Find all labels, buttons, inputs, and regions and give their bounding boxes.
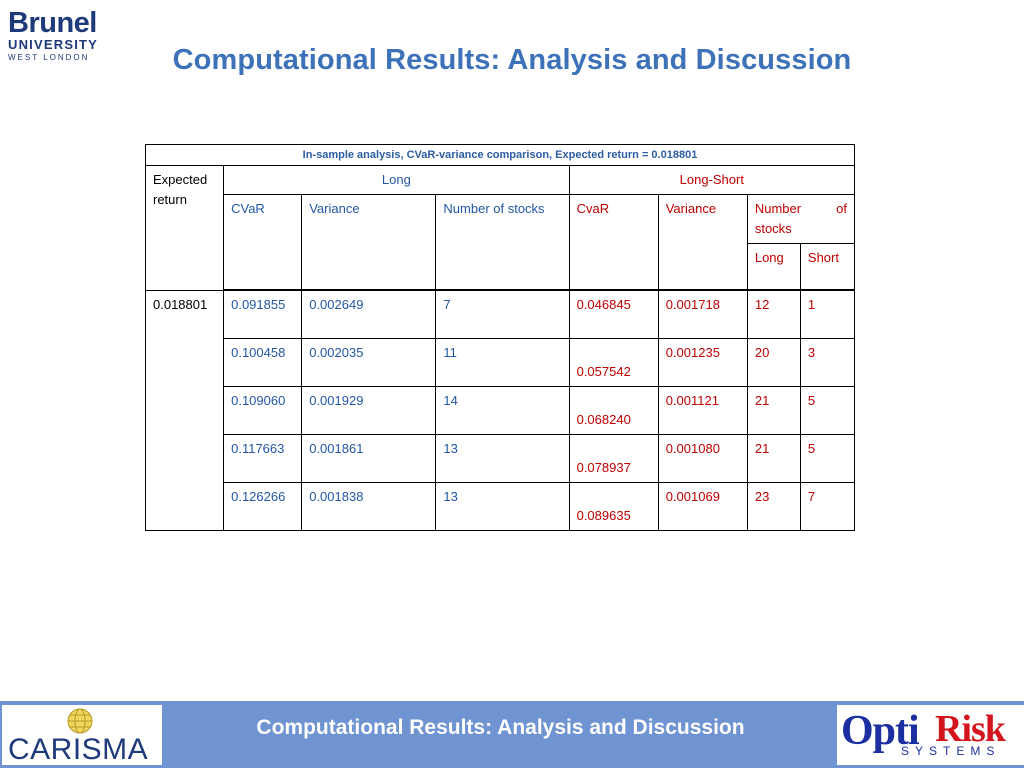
carisma-text: CARISMA bbox=[8, 733, 149, 766]
cell-long-cvar: 0.117663 bbox=[224, 435, 302, 483]
cell-ls-short: 1 bbox=[800, 291, 854, 339]
cell-ls-short: 5 bbox=[800, 435, 854, 483]
cell-long-cvar: 0.126266 bbox=[224, 483, 302, 531]
logo-line-1: Brunel bbox=[8, 7, 97, 39]
col-long-stocks: Number of stocks bbox=[436, 195, 569, 290]
table-row bbox=[146, 435, 855, 483]
cell-long-stocks: 14 bbox=[436, 387, 569, 435]
cell-ls-cvar: 0.078937 bbox=[569, 435, 658, 483]
table-row bbox=[146, 387, 855, 435]
col-long-cvar: CVaR bbox=[224, 195, 302, 290]
optirisk-logo bbox=[837, 705, 1024, 765]
cell-ls-long: 12 bbox=[747, 291, 800, 339]
carisma-logo bbox=[2, 705, 162, 765]
cell-long-stocks: 13 bbox=[436, 435, 569, 483]
cell-ls-cvar: 0.057542 bbox=[569, 339, 658, 387]
cell-ls-cvar: 0.068240 bbox=[569, 387, 658, 435]
cell-long-variance: 0.001929 bbox=[302, 387, 436, 435]
results-table bbox=[145, 144, 855, 531]
expected-return-header: Expected return bbox=[146, 166, 224, 291]
cell-long-stocks: 11 bbox=[436, 339, 569, 387]
globe-icon bbox=[66, 707, 94, 735]
cell-long-cvar: 0.091855 bbox=[224, 291, 302, 339]
cell-long-stocks: 13 bbox=[436, 483, 569, 531]
col-ls-variance: Variance bbox=[658, 195, 747, 290]
cell-ls-variance: 0.001069 bbox=[658, 483, 747, 531]
cell-ls-long: 21 bbox=[747, 435, 800, 483]
table-caption: In-sample analysis, CVaR-variance comparison, Expected return = 0.018801 bbox=[146, 145, 855, 166]
cell-ls-short: 3 bbox=[800, 339, 854, 387]
cell-ls-long: 20 bbox=[747, 339, 800, 387]
cell-long-variance: 0.002035 bbox=[302, 339, 436, 387]
page-title: Computational Results: Analysis and Discussion bbox=[172, 44, 852, 76]
logo-line-2: UNIVERSITY bbox=[8, 37, 99, 52]
expected-return-value: 0.018801 bbox=[146, 291, 224, 531]
cell-long-cvar: 0.100458 bbox=[224, 339, 302, 387]
col-ls-stocks: Number of stocks bbox=[747, 195, 854, 244]
table-body bbox=[146, 291, 855, 531]
long-short-header: Long-Short bbox=[569, 166, 854, 195]
cell-ls-variance: 0.001080 bbox=[658, 435, 747, 483]
cell-ls-long: 23 bbox=[747, 483, 800, 531]
cell-ls-cvar: 0.046845 bbox=[569, 291, 658, 339]
cell-ls-short: 7 bbox=[800, 483, 854, 531]
optirisk-systems: SYSTEMS bbox=[901, 744, 1001, 758]
cell-ls-short: 5 bbox=[800, 387, 854, 435]
cell-ls-long: 21 bbox=[747, 387, 800, 435]
long-header: Long bbox=[224, 166, 569, 195]
cell-long-variance: 0.001838 bbox=[302, 483, 436, 531]
table-row bbox=[146, 291, 855, 339]
cell-long-stocks: 7 bbox=[436, 291, 569, 339]
table-row bbox=[146, 339, 855, 387]
cell-long-variance: 0.001861 bbox=[302, 435, 436, 483]
cell-ls-variance: 0.001718 bbox=[658, 291, 747, 339]
optirisk-opti: Opti bbox=[841, 708, 919, 754]
cell-long-variance: 0.002649 bbox=[302, 291, 436, 339]
col-long-variance: Variance bbox=[302, 195, 436, 290]
table-row bbox=[146, 483, 855, 531]
cell-ls-cvar: 0.089635 bbox=[569, 483, 658, 531]
footer-title: Computational Results: Analysis and Discussion bbox=[256, 716, 745, 739]
col-ls-long: Long bbox=[747, 244, 800, 290]
col-ls-cvar: CvaR bbox=[569, 195, 658, 290]
cell-ls-variance: 0.001235 bbox=[658, 339, 747, 387]
cell-ls-variance: 0.001121 bbox=[658, 387, 747, 435]
col-ls-short: Short bbox=[800, 244, 854, 290]
optirisk-risk: Risk bbox=[935, 708, 1005, 750]
logo-line-3: WEST LONDON bbox=[8, 53, 90, 62]
cell-long-cvar: 0.109060 bbox=[224, 387, 302, 435]
